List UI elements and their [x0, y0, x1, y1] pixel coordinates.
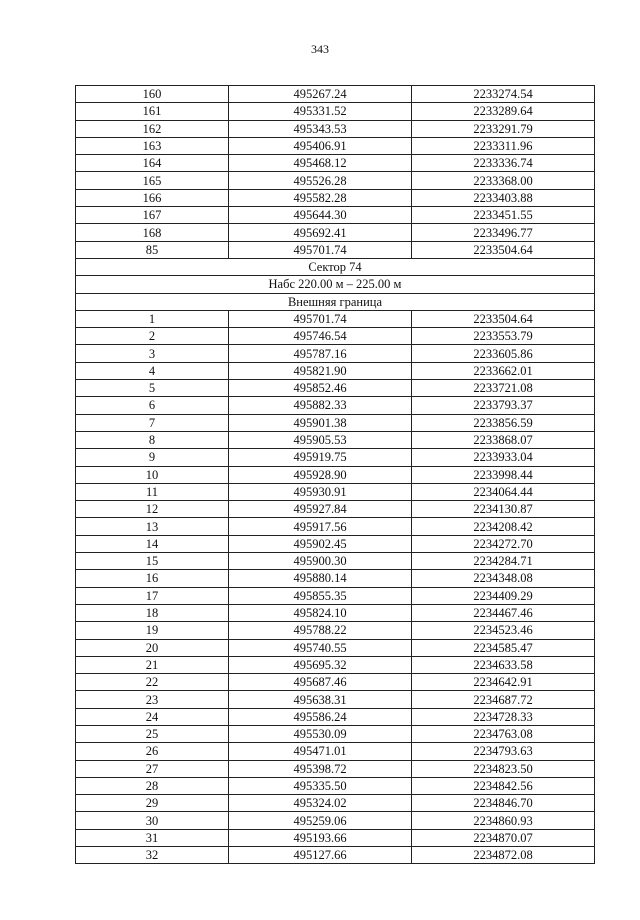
coordinate-x: 495824.10: [229, 604, 412, 621]
coordinate-x: 495746.54: [229, 328, 412, 345]
coordinate-x: 495930.91: [229, 483, 412, 500]
point-number: 13: [76, 518, 229, 535]
table-row: [76, 224, 595, 241]
coordinate-y: 2234763.08: [412, 725, 595, 742]
coordinate-y: 2234208.42: [412, 518, 595, 535]
point-number: 19: [76, 622, 229, 639]
point-number: 29: [76, 795, 229, 812]
coordinate-x: 495335.50: [229, 777, 412, 794]
table-row: [76, 328, 595, 345]
point-number: 17: [76, 587, 229, 604]
coordinate-x: 495917.56: [229, 518, 412, 535]
coordinate-x: 495905.53: [229, 431, 412, 448]
coordinate-y: 2233662.01: [412, 362, 595, 379]
point-number: 4: [76, 362, 229, 379]
point-number: 1: [76, 310, 229, 327]
table-row: [76, 518, 595, 535]
coordinate-y: 2233289.64: [412, 103, 595, 120]
table-row: [76, 501, 595, 518]
point-number: 15: [76, 553, 229, 570]
coordinate-y: 2233721.08: [412, 380, 595, 397]
sector-boundary-row: [76, 293, 595, 310]
table-row: [76, 553, 595, 570]
sector-header: [76, 258, 595, 310]
coordinate-y: 2233291.79: [412, 120, 595, 137]
point-number: 161: [76, 103, 229, 120]
point-number: 32: [76, 847, 229, 864]
point-number: 26: [76, 743, 229, 760]
point-number: 11: [76, 483, 229, 500]
point-number: 5: [76, 380, 229, 397]
sector-height-range: Набс 220.00 м – 225.00 м: [76, 276, 595, 293]
table-row: [76, 674, 595, 691]
sector-height-row: [76, 276, 595, 293]
coordinate-y: 2234842.56: [412, 777, 595, 794]
coordinate-x: 495880.14: [229, 570, 412, 587]
page-number: 343: [311, 42, 329, 56]
coordinate-y: 2234284.71: [412, 553, 595, 570]
coordinate-x: 495855.35: [229, 587, 412, 604]
coordinate-x: 495343.53: [229, 120, 412, 137]
point-number: 164: [76, 155, 229, 172]
table-row: [76, 362, 595, 379]
coordinate-x: 495530.09: [229, 725, 412, 742]
coordinate-y: 2234130.87: [412, 501, 595, 518]
table-row: [76, 725, 595, 742]
coordinate-x: 495900.30: [229, 553, 412, 570]
coordinate-x: 495695.32: [229, 656, 412, 673]
table-row: [76, 795, 595, 812]
sector-title: Сектор 74: [76, 258, 595, 275]
table-row: [76, 812, 595, 829]
point-number: 3: [76, 345, 229, 362]
coordinate-y: 2234823.50: [412, 760, 595, 777]
table-row: [76, 155, 595, 172]
point-number: 2: [76, 328, 229, 345]
coordinate-x: 495259.06: [229, 812, 412, 829]
coordinate-x: 495406.91: [229, 137, 412, 154]
coordinate-x: 495787.16: [229, 345, 412, 362]
coordinate-x: 495701.74: [229, 310, 412, 327]
coordinate-x: 495701.74: [229, 241, 412, 258]
sector-title-row: [76, 258, 595, 275]
coordinate-y: 2234523.46: [412, 622, 595, 639]
coordinate-y: 2234585.47: [412, 639, 595, 656]
table-row: [76, 241, 595, 258]
coordinate-x: 495638.31: [229, 691, 412, 708]
point-number: 23: [76, 691, 229, 708]
point-number: 8: [76, 431, 229, 448]
coordinate-y: 2234633.58: [412, 656, 595, 673]
coordinate-y: 2233933.04: [412, 449, 595, 466]
point-number: 31: [76, 829, 229, 846]
table-row: [76, 622, 595, 639]
coordinates-table: [75, 85, 595, 864]
table-row: [76, 449, 595, 466]
table-row: [76, 86, 595, 103]
table-row: [76, 847, 595, 864]
coordinate-x: 495398.72: [229, 760, 412, 777]
coordinate-x: 495324.02: [229, 795, 412, 812]
table-row: [76, 639, 595, 656]
table-row: [76, 172, 595, 189]
point-number: 20: [76, 639, 229, 656]
point-number: 168: [76, 224, 229, 241]
table-row: [76, 777, 595, 794]
coordinate-x: 495692.41: [229, 224, 412, 241]
coordinate-y: 2234860.93: [412, 812, 595, 829]
coordinate-x: 495919.75: [229, 449, 412, 466]
table-row: [76, 587, 595, 604]
coordinate-x: 495644.30: [229, 207, 412, 224]
point-number: 165: [76, 172, 229, 189]
coordinate-y: 2234272.70: [412, 535, 595, 552]
table-row: [76, 604, 595, 621]
coordinate-x: 495788.22: [229, 622, 412, 639]
point-number: 6: [76, 397, 229, 414]
table-row: [76, 137, 595, 154]
point-number: 22: [76, 674, 229, 691]
point-number: 9: [76, 449, 229, 466]
table-row: [76, 120, 595, 137]
coordinate-x: 495127.66: [229, 847, 412, 864]
coordinate-y: 2234870.07: [412, 829, 595, 846]
coordinate-x: 495740.55: [229, 639, 412, 656]
point-number: 18: [76, 604, 229, 621]
coordinate-y: 2234846.70: [412, 795, 595, 812]
point-number: 24: [76, 708, 229, 725]
coordinate-y: 2233998.44: [412, 466, 595, 483]
point-number: 14: [76, 535, 229, 552]
table-row: [76, 345, 595, 362]
coordinate-x: 495586.24: [229, 708, 412, 725]
point-number: 167: [76, 207, 229, 224]
coordinate-x: 495821.90: [229, 362, 412, 379]
coordinate-x: 495852.46: [229, 380, 412, 397]
coordinate-x: 495267.24: [229, 86, 412, 103]
coordinate-y: 2233496.77: [412, 224, 595, 241]
coordinate-y: 2233605.86: [412, 345, 595, 362]
coordinate-x: 495471.01: [229, 743, 412, 760]
coordinate-y: 2233504.64: [412, 310, 595, 327]
coordinate-y: 2233504.64: [412, 241, 595, 258]
table-row: [76, 656, 595, 673]
table-row: [76, 207, 595, 224]
coordinate-y: 2234642.91: [412, 674, 595, 691]
table-row: [76, 380, 595, 397]
table-row: [76, 535, 595, 552]
table-row: [76, 691, 595, 708]
sector-boundary: Внешняя граница: [76, 293, 595, 310]
coordinate-y: 2233274.54: [412, 86, 595, 103]
coordinate-y: 2233403.88: [412, 189, 595, 206]
coordinate-x: 495468.12: [229, 155, 412, 172]
point-number: 25: [76, 725, 229, 742]
table-row: [76, 570, 595, 587]
coordinate-y: 2233868.07: [412, 431, 595, 448]
table-row: [76, 103, 595, 120]
point-number: 163: [76, 137, 229, 154]
table-row: [76, 760, 595, 777]
coordinate-y: 2234728.33: [412, 708, 595, 725]
coordinate-x: 495901.38: [229, 414, 412, 431]
table-row: [76, 483, 595, 500]
table-row: [76, 431, 595, 448]
coordinate-y: 2234064.44: [412, 483, 595, 500]
table-row: [76, 743, 595, 760]
coordinate-y: 2234348.08: [412, 570, 595, 587]
coordinate-x: 495902.45: [229, 535, 412, 552]
point-number: 162: [76, 120, 229, 137]
point-number: 160: [76, 86, 229, 103]
coordinate-x: 495687.46: [229, 674, 412, 691]
point-number: 21: [76, 656, 229, 673]
table-row: [76, 466, 595, 483]
coordinate-x: 495193.66: [229, 829, 412, 846]
coordinate-x: 495928.90: [229, 466, 412, 483]
coordinate-y: 2233311.96: [412, 137, 595, 154]
table-row: [76, 829, 595, 846]
coordinate-y: 2234872.08: [412, 847, 595, 864]
table-row: [76, 397, 595, 414]
table-row: [76, 310, 595, 327]
coordinate-y: 2233856.59: [412, 414, 595, 431]
table-row: [76, 189, 595, 206]
coordinate-y: 2234793.63: [412, 743, 595, 760]
coordinate-y: 2233793.37: [412, 397, 595, 414]
coordinates-rows-before: [76, 86, 595, 259]
point-number: 27: [76, 760, 229, 777]
coordinate-y: 2233553.79: [412, 328, 595, 345]
coordinate-y: 2233336.74: [412, 155, 595, 172]
coordinate-x: 495582.28: [229, 189, 412, 206]
coordinate-y: 2234687.72: [412, 691, 595, 708]
coordinate-y: 2234467.46: [412, 604, 595, 621]
coordinate-x: 495882.33: [229, 397, 412, 414]
table-row: [76, 414, 595, 431]
coordinates-rows-after: [76, 310, 595, 864]
coordinate-x: 495331.52: [229, 103, 412, 120]
point-number: 166: [76, 189, 229, 206]
table-row: [76, 708, 595, 725]
coordinate-y: 2233451.55: [412, 207, 595, 224]
point-number: 12: [76, 501, 229, 518]
point-number: 85: [76, 241, 229, 258]
coordinate-y: 2234409.29: [412, 587, 595, 604]
coordinate-x: 495526.28: [229, 172, 412, 189]
coordinate-x: 495927.84: [229, 501, 412, 518]
point-number: 30: [76, 812, 229, 829]
point-number: 10: [76, 466, 229, 483]
point-number: 28: [76, 777, 229, 794]
point-number: 7: [76, 414, 229, 431]
coordinate-y: 2233368.00: [412, 172, 595, 189]
point-number: 16: [76, 570, 229, 587]
